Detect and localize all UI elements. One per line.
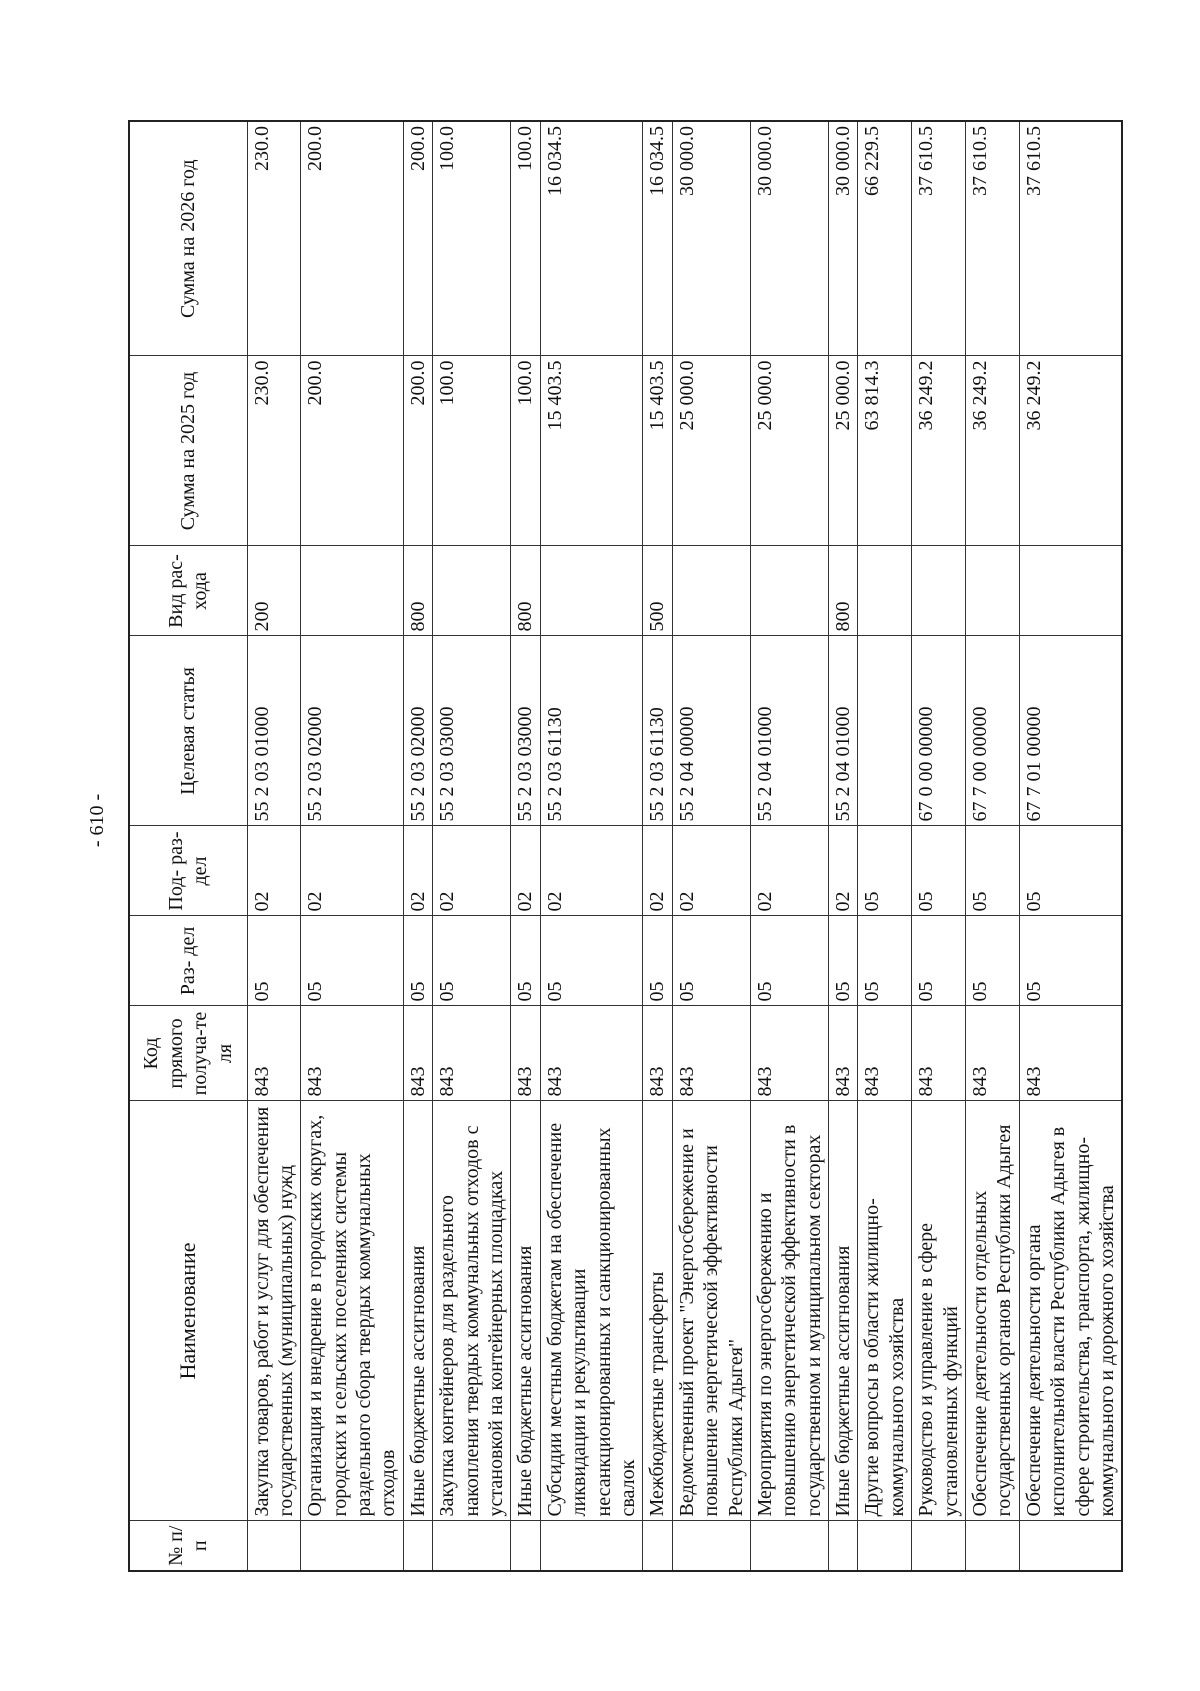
cell-kind xyxy=(750,546,828,636)
cell-sum-2025: 36 249.2 xyxy=(966,356,1020,546)
table-row xyxy=(750,121,828,1571)
cell-no xyxy=(750,1521,828,1571)
cell-kind: 200 xyxy=(247,546,301,636)
cell-sum-2025: 15 403.5 xyxy=(540,356,643,546)
cell-subsection: 02 xyxy=(829,826,858,916)
cell-sum-2025: 200.0 xyxy=(301,356,404,546)
cell-section: 05 xyxy=(966,916,1020,1006)
cell-code: 843 xyxy=(301,1006,404,1101)
cell-sum-2025: 15 403.5 xyxy=(643,356,672,546)
cell-sum-2026: 200.0 xyxy=(403,121,432,356)
table-row xyxy=(301,121,404,1571)
cell-sum-2025: 100.0 xyxy=(511,356,540,546)
cell-sum-2025: 36 249.2 xyxy=(1019,356,1122,546)
cell-sum-2026: 66 229.5 xyxy=(858,121,912,356)
cell-name: Межбюджетные трансферты xyxy=(643,1101,672,1521)
cell-target: 55 2 03 02000 xyxy=(403,636,432,826)
header-no: № п/п xyxy=(129,1521,247,1571)
header-sum-2025: Сумма на 2025 год xyxy=(129,356,247,546)
cell-sum-2026: 230.0 xyxy=(247,121,301,356)
table-body xyxy=(247,121,1122,1571)
cell-code: 843 xyxy=(829,1006,858,1101)
cell-sum-2026: 100.0 xyxy=(433,121,511,356)
cell-kind xyxy=(301,546,404,636)
table-row xyxy=(433,121,511,1571)
cell-section: 05 xyxy=(247,916,301,1006)
cell-no xyxy=(858,1521,912,1571)
header-kind: Вид рас- хода xyxy=(129,546,247,636)
cell-code: 843 xyxy=(511,1006,540,1101)
cell-code: 843 xyxy=(643,1006,672,1101)
table-row xyxy=(858,121,912,1571)
cell-sum-2026: 30 000.0 xyxy=(672,121,750,356)
cell-no xyxy=(912,1521,966,1571)
cell-kind xyxy=(1019,546,1122,636)
cell-no xyxy=(403,1521,432,1571)
cell-target: 55 2 03 61130 xyxy=(643,636,672,826)
cell-target: 55 2 03 03000 xyxy=(433,636,511,826)
table-row xyxy=(672,121,750,1571)
cell-sum-2025: 25 000.0 xyxy=(750,356,828,546)
cell-sum-2026: 30 000.0 xyxy=(750,121,828,356)
header-name: Наименование xyxy=(129,1101,247,1521)
table-header xyxy=(129,121,247,1571)
cell-name: Закупка контейнеров для раздельного накопления твердых коммунальных отходов с установкой на контейнерных площадках xyxy=(433,1101,511,1521)
cell-name: Другие вопросы в области жилищно-коммунального хозяйства xyxy=(858,1101,912,1521)
cell-no xyxy=(672,1521,750,1571)
cell-subsection: 02 xyxy=(403,826,432,916)
cell-name: Иные бюджетные ассигнования xyxy=(403,1101,432,1521)
cell-sum-2025: 63 814.3 xyxy=(858,356,912,546)
cell-sum-2025: 200.0 xyxy=(403,356,432,546)
table-row xyxy=(912,121,966,1571)
cell-subsection: 02 xyxy=(247,826,301,916)
cell-name: Обеспечение деятельности отдельных государственных органов Республики Адыгея xyxy=(966,1101,1020,1521)
cell-section: 05 xyxy=(540,916,643,1006)
cell-subsection: 02 xyxy=(433,826,511,916)
cell-sum-2026: 16 034.5 xyxy=(643,121,672,356)
table-row xyxy=(829,121,858,1571)
page-number-text: - 610 - xyxy=(86,793,109,847)
cell-code: 843 xyxy=(540,1006,643,1101)
cell-no xyxy=(301,1521,404,1571)
cell-no xyxy=(966,1521,1020,1571)
cell-kind: 800 xyxy=(511,546,540,636)
table-row xyxy=(511,121,540,1571)
cell-name: Мероприятия по энергосбережению и повышению энергетической эффективности в государственном и муниципальном секторах xyxy=(750,1101,828,1521)
cell-subsection: 02 xyxy=(643,826,672,916)
cell-sum-2025: 25 000.0 xyxy=(829,356,858,546)
table-row xyxy=(966,121,1020,1571)
cell-no xyxy=(1019,1521,1122,1571)
cell-section: 05 xyxy=(643,916,672,1006)
header-subsection: Под- раз- дел xyxy=(129,826,247,916)
cell-name: Ведомственный проект "Энергосбережение и повышение энергетической эффективности Республики Адыгея" xyxy=(672,1101,750,1521)
cell-sum-2025: 25 000.0 xyxy=(672,356,750,546)
cell-name: Закупка товаров, работ и услуг для обеспечения государственных (муниципальных) нужд xyxy=(247,1101,301,1521)
cell-code: 843 xyxy=(912,1006,966,1101)
cell-no xyxy=(511,1521,540,1571)
cell-no xyxy=(829,1521,858,1571)
cell-subsection: 05 xyxy=(966,826,1020,916)
cell-code: 843 xyxy=(1019,1006,1122,1101)
cell-no xyxy=(643,1521,672,1571)
budget-table xyxy=(128,120,1123,1572)
cell-subsection: 02 xyxy=(672,826,750,916)
cell-kind: 800 xyxy=(403,546,432,636)
cell-kind xyxy=(672,546,750,636)
cell-sum-2026: 200.0 xyxy=(301,121,404,356)
header-recipient-code: Код прямого получа-те ля xyxy=(129,1006,247,1101)
cell-section: 05 xyxy=(301,916,404,1006)
cell-kind: 800 xyxy=(829,546,858,636)
page-number xyxy=(78,790,118,850)
table-row xyxy=(1019,121,1122,1571)
cell-kind xyxy=(912,546,966,636)
header-target: Целевая статья xyxy=(129,636,247,826)
header-sum-2026: Сумма на 2026 год xyxy=(129,121,247,356)
cell-target: 55 2 03 01000 xyxy=(247,636,301,826)
cell-target: 55 2 03 03000 xyxy=(511,636,540,826)
cell-subsection: 05 xyxy=(858,826,912,916)
cell-target xyxy=(858,636,912,826)
cell-target: 55 2 04 00000 xyxy=(672,636,750,826)
cell-subsection: 05 xyxy=(1019,826,1122,916)
cell-target: 55 2 04 01000 xyxy=(750,636,828,826)
cell-sum-2026: 37 610.5 xyxy=(966,121,1020,356)
cell-section: 05 xyxy=(672,916,750,1006)
cell-section: 05 xyxy=(1019,916,1122,1006)
cell-code: 843 xyxy=(672,1006,750,1101)
cell-subsection: 02 xyxy=(511,826,540,916)
cell-name: Обеспечение деятельности органа исполнительной власти Республики Адыгея в сфере строительства, транспорта, жилищно-коммунального и дорожного хозяйства xyxy=(1019,1101,1122,1521)
cell-section: 05 xyxy=(511,916,540,1006)
cell-target: 67 7 00 00000 xyxy=(966,636,1020,826)
cell-no xyxy=(247,1521,301,1571)
cell-kind xyxy=(540,546,643,636)
cell-name: Иные бюджетные ассигнования xyxy=(511,1101,540,1521)
cell-kind xyxy=(433,546,511,636)
cell-subsection: 02 xyxy=(301,826,404,916)
cell-sum-2026: 30 000.0 xyxy=(829,121,858,356)
cell-code: 843 xyxy=(858,1006,912,1101)
cell-sum-2025: 230.0 xyxy=(247,356,301,546)
cell-sum-2026: 37 610.5 xyxy=(1019,121,1122,356)
cell-code: 843 xyxy=(966,1006,1020,1101)
cell-kind xyxy=(858,546,912,636)
cell-section: 05 xyxy=(858,916,912,1006)
cell-section: 05 xyxy=(750,916,828,1006)
budget-table-rotated xyxy=(128,122,1118,1572)
table-row xyxy=(247,121,301,1571)
cell-kind xyxy=(966,546,1020,636)
cell-subsection: 05 xyxy=(912,826,966,916)
cell-section: 05 xyxy=(829,916,858,1006)
cell-sum-2025: 36 249.2 xyxy=(912,356,966,546)
cell-code: 843 xyxy=(433,1006,511,1101)
cell-sum-2025: 100.0 xyxy=(433,356,511,546)
cell-section: 05 xyxy=(403,916,432,1006)
cell-target: 55 2 03 02000 xyxy=(301,636,404,826)
cell-section: 05 xyxy=(912,916,966,1006)
cell-target: 55 2 04 01000 xyxy=(829,636,858,826)
cell-no xyxy=(540,1521,643,1571)
cell-target: 67 7 01 00000 xyxy=(1019,636,1122,826)
cell-sum-2026: 16 034.5 xyxy=(540,121,643,356)
cell-sum-2026: 37 610.5 xyxy=(912,121,966,356)
cell-code: 843 xyxy=(247,1006,301,1101)
table-row xyxy=(643,121,672,1571)
cell-subsection: 02 xyxy=(540,826,643,916)
table-row xyxy=(540,121,643,1571)
table-row xyxy=(403,121,432,1571)
cell-subsection: 02 xyxy=(750,826,828,916)
cell-kind: 500 xyxy=(643,546,672,636)
cell-name: Руководство и управление в сфере установленных функций xyxy=(912,1101,966,1521)
cell-name: Иные бюджетные ассигнования xyxy=(829,1101,858,1521)
cell-sum-2026: 100.0 xyxy=(511,121,540,356)
cell-target: 67 0 00 00000 xyxy=(912,636,966,826)
cell-target: 55 2 03 61130 xyxy=(540,636,643,826)
cell-section: 05 xyxy=(433,916,511,1006)
header-section: Раз- дел xyxy=(129,916,247,1006)
cell-code: 843 xyxy=(403,1006,432,1101)
cell-no xyxy=(433,1521,511,1571)
cell-code: 843 xyxy=(750,1006,828,1101)
cell-name: Организация и внедрение в городских округах, городских и сельских поселениях системы раздельного сбора твердых коммунальных отходов xyxy=(301,1101,404,1521)
cell-name: Субсидии местным бюджетам на обеспечение ликвидации и рекультивации несанкционированных и санкционированных свалок xyxy=(540,1101,643,1521)
